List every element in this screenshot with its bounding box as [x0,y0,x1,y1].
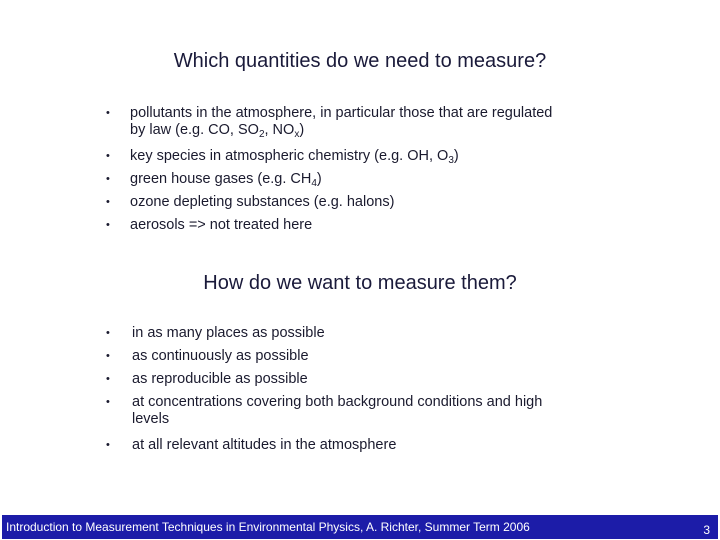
bullet-icon: • [106,150,110,162]
bullet-icon: • [106,196,110,208]
bullet-icon: • [106,327,110,339]
slide-heading-quantities: Which quantities do we need to measure? [173,50,547,72]
bullet-icon: • [106,219,110,231]
quantities-list: • pollutants in the atmosphere, in particular those that are regulated by law (e.g. CO, $SO_2$, $NO_x$) • key species in atmospheric chemistry (e.g. OH, $O_3$) • green house gases (e.g. $CH_4$) • ozone depleting substances (e.g. halons) • aerosols => not treated here [106,105,553,233]
footer-bar [2,515,718,539]
page-number: 3 [703,523,710,537]
methods-list: • in as many places as possible • as continuously as possible • as reproducible as possible • at concentrations covering both background conditions and high levels • at all relevant altitudes in the atmosphere [106,325,543,453]
bullet-icon: • [106,439,110,451]
bullet-icon: • [106,396,110,408]
bullet-icon: • [106,373,110,385]
footer-title: Introduction to Measurement Techniques in Environmental Physics, A. Richter, Summer Term 2006 [6,520,530,534]
bullet-icon: • [106,107,110,119]
bullet-icon: • [106,173,110,185]
bullet-icon: • [106,350,110,362]
slide-heading-how: How do we want to measure them? [203,272,517,294]
